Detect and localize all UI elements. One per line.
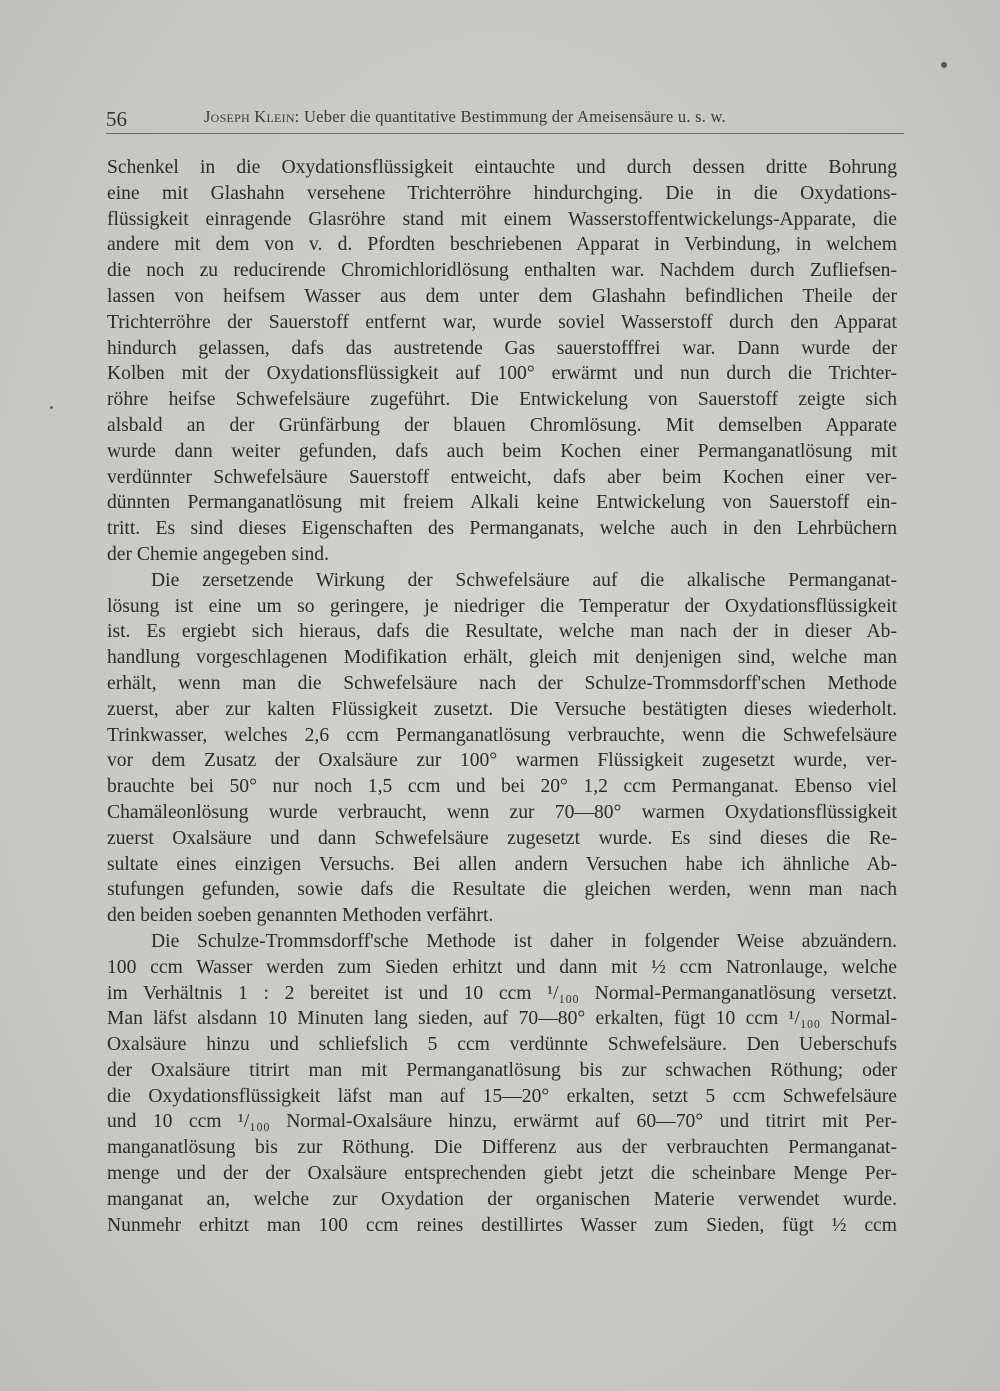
text-line: tritt. Es sind dieses Eigenschaften des Permanganats, welche auch in den Lehrbüchern (107, 518, 897, 540)
text-line: die Oxydationsflüssigkeit läfst man auf 15—20° erkalten, setzt 5 ccm Schwefelsäure (107, 1085, 897, 1107)
text-line: dünnten Permanganatlösung mit freiem Alkali keine Entwickelung von Sauerstoff ein- (107, 492, 897, 514)
text-line: manganat an, welche zur Oxydation der organischen Materie verwendet wurde. (107, 1188, 897, 1210)
ink-speck (50, 406, 53, 409)
text-line: eine mit Glashahn versehene Trichterröhre hindurchging. Die in die Oxydations- (107, 182, 897, 204)
text-line: sultate eines einzigen Versuchs. Bei allen andern Versuchen habe ich ähnliche Ab- (107, 853, 897, 875)
text-line: Trichterröhre der Sauerstoff entfernt war, wurde soviel Wasserstoff durch den Apparat (107, 311, 897, 333)
text-line: zuerst, aber zur kalten Flüssigkeit zusetzt. Die Versuche bestätigten dieses wiederholt. (107, 698, 897, 720)
author-name: Joseph Klein (204, 107, 295, 126)
text-line: verdünnter Schwefelsäure Sauerstoff entweicht, dafs aber beim Kochen einer ver- (107, 466, 897, 488)
text-line: zuerst Oxalsäure und dann Schwefelsäure zugesetzt wurde. Es sind dieses die Re- (107, 827, 897, 849)
ink-speck (941, 62, 947, 68)
text-line: und 10 ccm ¹/₁₀₀ Normal-Oxalsäure hinzu, erwärmt auf 60—70° und titrirt mit Per- (107, 1111, 897, 1133)
body-text (107, 155, 897, 1238)
text-line: brauchte bei 50° nur noch 1,5 ccm und bei 20° 1,2 ccm Permanganat. Ebenso viel (107, 776, 897, 798)
text-line: Chamäleonlösung wurde verbraucht, wenn zur 70—80° warmen Oxydationsflüssigkeit (107, 801, 897, 823)
text-line: röhre heifse Schwefelsäure zugeführt. Die Entwickelung von Sauerstoff zeigte sich (107, 389, 897, 411)
text-line: hindurch gelassen, dafs das austretende Gas sauerstofffrei war. Dann wurde der (107, 337, 897, 359)
header-rule (106, 133, 904, 134)
text-line: andere mit dem von v. d. Pfordten beschriebenen Apparat in Verbindung, in welchem (107, 234, 897, 256)
text-line: Man läfst alsdann 10 Minuten lang sieden, auf 70—80° erkalten, fügt 10 ccm ¹/₁₀₀ Normal- (107, 1008, 897, 1030)
page-number: 56 (106, 107, 127, 131)
paragraph-start-line: Die zersetzende Wirkung der Schwefelsäure auf die alkalische Permanganat- (151, 569, 897, 591)
text-line: Nunmehr erhitzt man 100 ccm reines destillirtes Wasser zum Sieden, fügt ½ ccm (107, 1214, 897, 1236)
text-line: Oxalsäure hinzu und schliefslich 5 ccm verdünnte Schwefelsäure. Den Ueberschufs (107, 1034, 897, 1056)
text-line: manganatlösung bis zur Röthung. Die Differenz aus der verbrauchten Permanganat- (107, 1137, 897, 1159)
text-line: den beiden soeben genannten Methoden verfährt. (107, 905, 494, 927)
text-line: alsbald an der Grünfärbung der blauen Chromlösung. Mit demselben Apparate (107, 414, 897, 436)
text-line: vor dem Zusatz der Oxalsäure zur 100° warmen Flüssigkeit zugesetzt wurde, ver- (107, 750, 897, 772)
text-line: stufungen gefunden, sowie dafs die Resultate die gleichen werden, wenn man nach (107, 879, 897, 901)
text-line: Kolben mit der Oxydationsflüssigkeit auf 100° erwärmt und nun durch die Trichter- (107, 363, 897, 385)
text-line: der Oxalsäure titrirt man mit Permanganatlösung bis zur schwachen Röthung; oder (107, 1059, 897, 1081)
text-line: der Chemie angegeben sind. (107, 543, 329, 565)
text-line: flüssigkeit einragende Glasröhre stand mit einem Wasserstoffentwickelungs-Apparate, die (107, 208, 897, 230)
text-line: ist. Es ergiebt sich hieraus, dafs die Resultate, welche man nach der in dieser Ab- (107, 621, 897, 643)
text-line: Schenkel in die Oxydationsflüssigkeit eintauchte und durch dessen dritte Bohrung (107, 157, 897, 178)
text-line: im Verhältnis 1 : 2 bereitet ist und 10 ccm ¹/₁₀₀ Normal-Permanganatlösung versetzt. (107, 982, 897, 1004)
text-line: lassen von heifsem Wasser aus dem unter dem Glashahn befindlichen Theile der (107, 285, 897, 307)
text-line: Trinkwasser, welches 2,6 ccm Permanganatlösung verbrauchte, wenn die Schwefelsäure (107, 724, 897, 746)
text-line: wurde dann weiter gefunden, dafs auch beim Kochen einer Permanganatlösung mit (107, 440, 897, 462)
text-line: 100 ccm Wasser werden zum Sieden erhitzt und dann mit ½ ccm Natronlauge, welche (107, 956, 897, 978)
text-line: die noch zu reducirende Chromichloridlösung enthalten war. Nachdem durch Zufliefsen- (107, 260, 897, 282)
text-line: erhält, wenn man die Schwefelsäure nach der Schulze-Trommsdorff'schen Methode (107, 672, 897, 694)
running-title (204, 107, 726, 127)
article-title: : Ueber die quantitative Bestimmung der Ameisensäure u. s. w. (294, 107, 726, 126)
paragraph-start-line: Die Schulze-Trommsdorff'sche Methode ist daher in folgender Weise abzuändern. (151, 930, 897, 952)
text-line: handlung vorgeschlagenen Modifikation erhält, gleich mit denjenigen sind, welche man (107, 647, 897, 669)
running-header (106, 103, 906, 133)
text-line: lösung ist eine um so geringere, je niedriger die Temperatur der Oxydationsflüssigkeit (107, 595, 897, 617)
text-line: menge und der der Oxalsäure entsprechenden giebt jetzt die scheinbare Menge Per- (107, 1163, 897, 1185)
